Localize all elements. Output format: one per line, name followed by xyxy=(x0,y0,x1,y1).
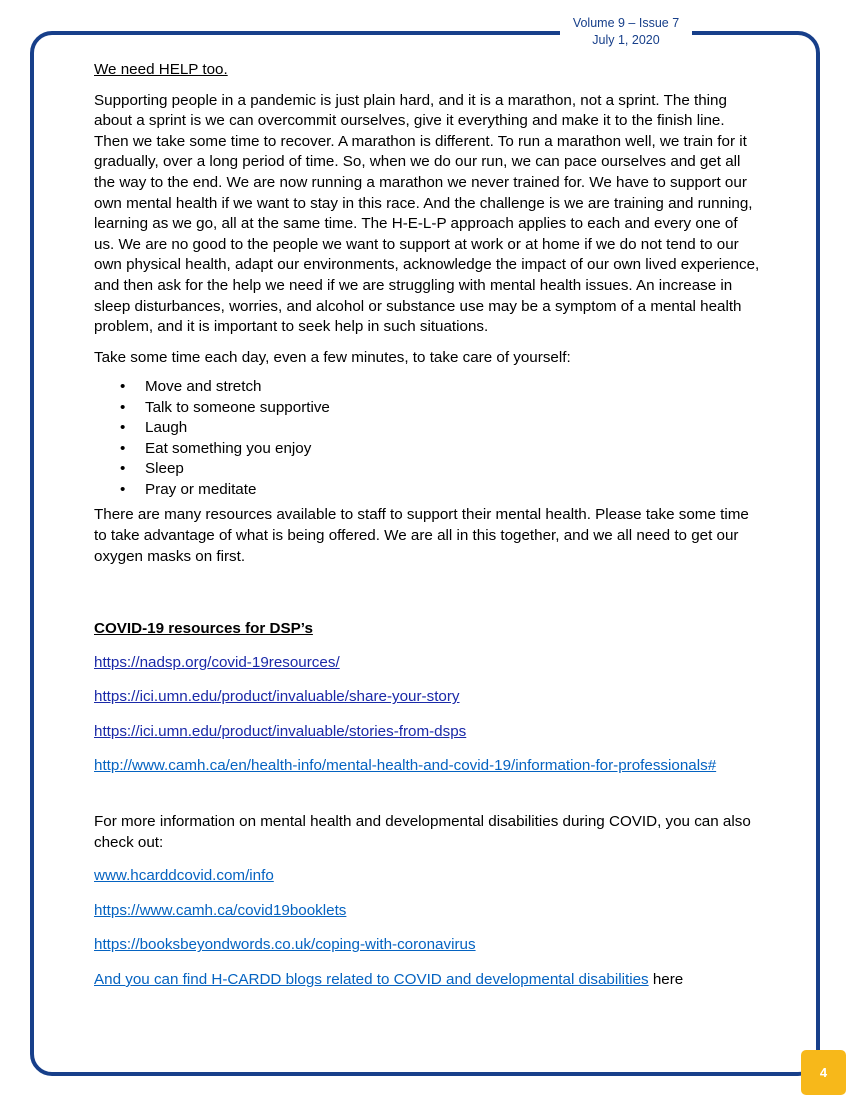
list-item: • Talk to someone supportive xyxy=(120,398,762,419)
resources-paragraph: There are many resources available to staff to support their mental health. Please take some time to take advantage of what is being offered. We are all in this together, and we all need to get our oxygen masks on first. xyxy=(94,506,749,565)
stories-from-dsps-link[interactable]: https://ici.umn.edu/product/invaluable/stories-from-dsps xyxy=(94,722,467,740)
more-info-text: For more information on mental health and developmental disabilities during COVID, you can also check out: xyxy=(94,813,751,851)
camh-booklets-link[interactable]: https://www.camh.ca/covid19booklets xyxy=(94,901,347,919)
volume-issue-label: Volume 9 – Issue 7 xyxy=(572,16,680,30)
bullet-icon: • xyxy=(120,439,126,457)
bullet-icon: • xyxy=(120,378,126,396)
self-care-list xyxy=(94,377,762,500)
bullet-icon: • xyxy=(120,480,126,498)
hcarddcovid-link[interactable]: www.hcarddcovid.com/info xyxy=(94,867,274,885)
list-item: • Pray or meditate xyxy=(120,480,762,501)
covid-resources-heading: COVID-19 resources for DSP’s xyxy=(94,620,313,638)
help-heading: We need HELP too. xyxy=(94,61,228,78)
books-beyond-words-link[interactable]: https://booksbeyondwords.co.uk/coping-with-coronavirus xyxy=(94,936,476,954)
issue-date: July 1, 2020 xyxy=(592,33,660,47)
issue-header xyxy=(560,15,692,51)
blogs-suffix-text: here xyxy=(648,971,684,989)
list-item: • Eat something you enjoy xyxy=(120,439,762,460)
share-your-story-link[interactable]: https://ici.umn.edu/product/invaluable/share-your-story xyxy=(94,688,460,706)
self-care-intro: Take some time each day, even a few minutes, to take care of yourself: xyxy=(94,348,571,366)
article-content xyxy=(94,60,762,1005)
page-number: 4 xyxy=(819,1065,828,1080)
list-item: • Sleep xyxy=(120,459,762,480)
camh-professionals-link[interactable]: http://www.camh.ca/en/health-info/mental-health-and-covid-19/information-for-professionals# xyxy=(94,757,717,775)
hcardd-blogs-link[interactable]: And you can find H-CARDD blogs related to COVID and developmental disabilities xyxy=(94,971,649,989)
bullet-icon: • xyxy=(120,460,126,478)
list-item: • Laugh xyxy=(120,418,762,439)
page-number-badge xyxy=(801,1050,846,1095)
bullet-icon: • xyxy=(120,419,126,437)
nadsp-link[interactable]: https://nadsp.org/covid-19resources/ xyxy=(94,653,340,671)
list-item: • Move and stretch xyxy=(120,377,762,398)
marathon-paragraph: Supporting people in a pandemic is just plain hard, and it is a marathon, not a sprint. The thing about a sprint is we can overcommit ourselves, give it everything and make it to the finish line. Then we take some time to recover. A marathon is different. To run a marathon well, we train for it gradually, over a long period of time. So, when we do our run, we can pace ourselves and get all the way to the end. We are now running a marathon we never trained for. We have to support our own mental health if we want to stay in this race. And the challenge is we are training and running, learning as we go, all at the same time. The H-E-L-P approach applies to each and every one of us. We are no good to the people we want to support at work or at home if we do not tend to our own physical health, adapt our environments, acknowledge the impact of our own lived experience, and then ask for the help we need if we are struggling with mental health issues. An increase in sleep disturbances, worries, and alcohol or substance use may be a symptom of a mental health problem, and it is important to seek help in such situations. xyxy=(94,91,760,336)
bullet-icon: • xyxy=(120,398,126,416)
